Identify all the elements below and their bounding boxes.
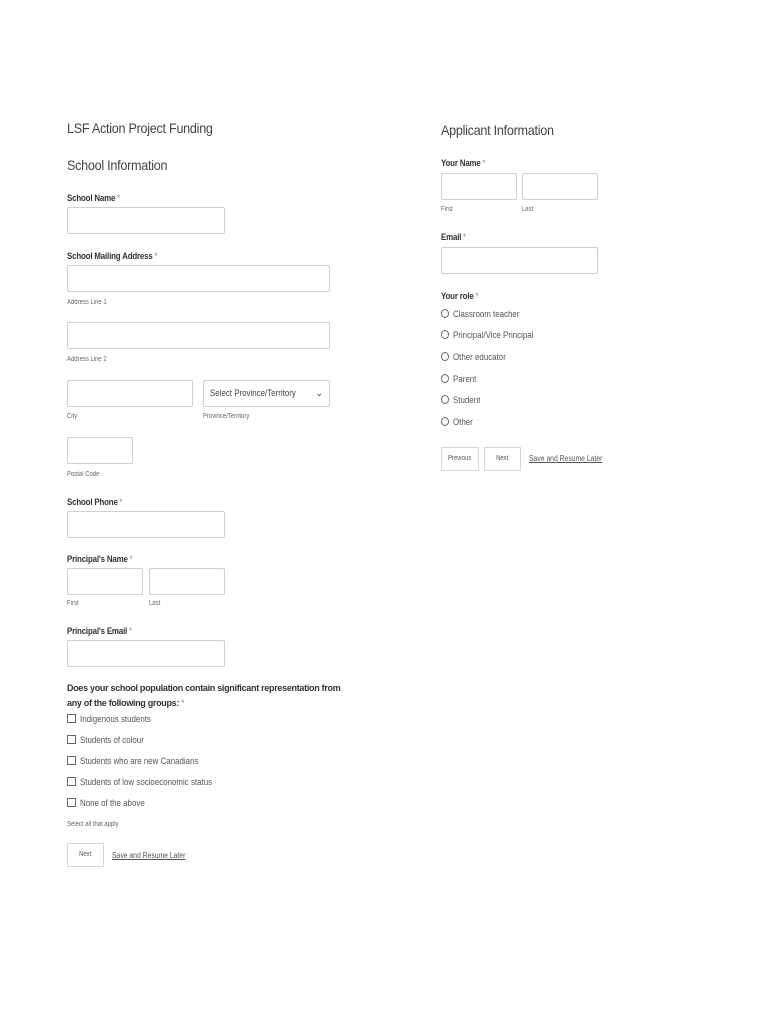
role-radio-option[interactable]: Classroom teacher bbox=[441, 309, 529, 319]
address-line2-input[interactable] bbox=[67, 322, 330, 349]
checkbox-icon[interactable] bbox=[67, 777, 76, 786]
radio-icon[interactable] bbox=[441, 330, 449, 339]
principal-last-sublabel: Last bbox=[149, 600, 161, 607]
school-phone-label: School Phone * bbox=[67, 497, 123, 507]
checkbox-icon[interactable] bbox=[67, 756, 76, 765]
principal-name-label: Principal's Name * bbox=[67, 554, 133, 564]
principal-email-input[interactable] bbox=[67, 640, 225, 667]
first-name-input[interactable] bbox=[441, 173, 517, 200]
email-label: Email * bbox=[441, 232, 466, 242]
school-mailing-address-label: School Mailing Address * bbox=[67, 251, 158, 261]
principal-email-label: Principal's Email * bbox=[67, 626, 132, 636]
address-line2-sublabel: Address Line 2 bbox=[67, 356, 107, 363]
next-button[interactable]: Next bbox=[484, 447, 521, 471]
postal-code-sublabel: Postal Code bbox=[67, 471, 100, 478]
checkbox-icon[interactable] bbox=[67, 714, 76, 723]
role-radio-option[interactable]: Other educator bbox=[441, 352, 513, 362]
checkbox-icon[interactable] bbox=[67, 798, 76, 807]
first-name-sublabel: First bbox=[441, 206, 453, 213]
school-name-input[interactable] bbox=[67, 207, 225, 234]
role-radio-option[interactable]: Other bbox=[441, 417, 476, 427]
address-line1-sublabel: Address Line 1 bbox=[67, 299, 107, 306]
radio-icon[interactable] bbox=[441, 374, 449, 383]
required-mark: * bbox=[482, 158, 486, 168]
previous-button[interactable]: Previous bbox=[441, 447, 479, 471]
radio-icon[interactable] bbox=[441, 395, 449, 404]
next-button[interactable]: Next bbox=[67, 843, 104, 867]
province-select-value: Select Province/Territory bbox=[210, 388, 296, 398]
required-mark: * bbox=[119, 497, 123, 507]
checkbox-option[interactable]: Students who are new Canadians bbox=[67, 756, 215, 766]
email-input[interactable] bbox=[441, 247, 598, 274]
province-sublabel: Province/Territory bbox=[203, 413, 250, 420]
last-name-input[interactable] bbox=[522, 173, 598, 200]
checkbox-option[interactable]: None of the above bbox=[67, 798, 154, 808]
role-radio-option[interactable]: Principal/Vice Principal bbox=[441, 330, 544, 340]
city-input[interactable] bbox=[67, 380, 193, 407]
groups-help-text: Select all that apply bbox=[67, 821, 119, 828]
radio-icon[interactable] bbox=[441, 417, 449, 426]
school-name-label: School Name * bbox=[67, 193, 120, 203]
address-line1-input[interactable] bbox=[67, 265, 330, 292]
principal-last-name-input[interactable] bbox=[149, 568, 225, 595]
last-name-sublabel: Last bbox=[522, 206, 534, 213]
radio-icon[interactable] bbox=[441, 309, 449, 318]
save-and-resume-link[interactable]: Save and Resume Later bbox=[529, 454, 603, 463]
required-mark: * bbox=[475, 291, 479, 301]
city-sublabel: City bbox=[67, 413, 78, 420]
section-title-applicant: Applicant Information bbox=[441, 122, 554, 138]
role-radio-option[interactable]: Student bbox=[441, 395, 484, 405]
principal-first-name-input[interactable] bbox=[67, 568, 143, 595]
required-mark: * bbox=[181, 698, 185, 708]
radio-icon[interactable] bbox=[441, 352, 449, 361]
principal-first-sublabel: First bbox=[67, 600, 79, 607]
groups-question-label: Does your school population contain significant representation from any of the following groups: * bbox=[67, 683, 341, 708]
checkbox-option[interactable]: Students of colour bbox=[67, 735, 153, 745]
required-mark: * bbox=[129, 554, 133, 564]
required-mark: * bbox=[117, 193, 120, 203]
postal-code-input[interactable] bbox=[67, 437, 133, 464]
school-phone-input[interactable] bbox=[67, 511, 225, 538]
form-title: LSF Action Project Funding bbox=[67, 120, 213, 136]
role-radio-option[interactable]: Parent bbox=[441, 374, 480, 384]
save-and-resume-link[interactable]: Save and Resume Later bbox=[112, 851, 186, 860]
required-mark: * bbox=[154, 251, 158, 261]
chevron-down-icon: ⌄ bbox=[315, 388, 323, 398]
checkbox-icon[interactable] bbox=[67, 735, 76, 744]
section-title-school: School Information bbox=[67, 157, 168, 173]
required-mark: * bbox=[463, 232, 466, 242]
required-mark: * bbox=[128, 626, 132, 636]
your-name-label: Your Name * bbox=[441, 158, 486, 168]
your-role-label: Your role * bbox=[441, 291, 479, 301]
checkbox-option[interactable]: Indigenous students bbox=[67, 714, 161, 724]
province-select[interactable] bbox=[203, 380, 330, 407]
checkbox-option[interactable]: Students of low socioeconomic status bbox=[67, 777, 230, 787]
